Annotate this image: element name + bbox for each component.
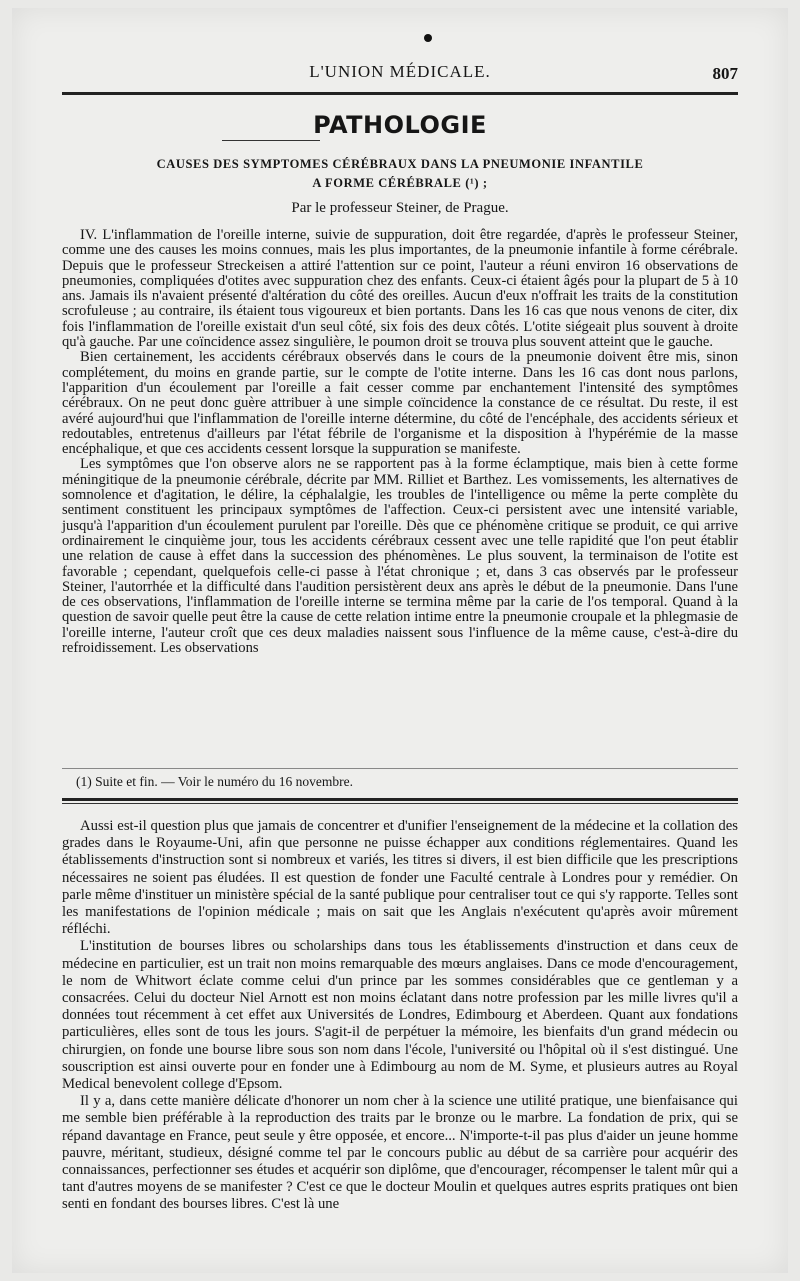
article-paragraph-3: Les symptômes que l'on observe alors ne se rapportent pas à la forme éclamptique, mais bien à cette forme méningitique de la pneumonie cérébrale, décrite par MM. Rilliet et Barthez. Les vomissements, les alternatives de somnolence et d'agitation, le délire, la céphalalgie, les troubles de l'intelligence ou même la perte complète du sentiment constituent les principaux symptômes de l'affection. Ceux-ci persistent avec une intensité variable, jusqu'à l'apparition d'un écoulement purulent par l'oreille. Dès que ce phénomène critique se produit, ce qui arrive ordinairement le cinquième jour, tous les accidents cérébraux cessent avec une telle rapidité que l'on peut établir une relation de cause à effet dans la succession des phénomènes. Le plus souvent, la terminaison de l'otite est favorable ; cependant, quelquefois celle-ci passe à l'état chronique ; et, dans 3 cas observés par le professeur Steiner, l'autorrhée et la difficulté dans l'audition persistèrent deux ans après le début de la pneumonie. Dans l'une de ces observations, l'inflammation de l'oreille interne se termina même par la carie de l'os temporal. Quand à la question de savoir quelle peut être la cause de cette relation intime entre la pneumonie croupale et la phlegmasie de l'oreille interne, l'auteur croît que ces deux maladies naissent sous l'influence de la même cause, c'est-à-dire du refroidissement. Les observations: [62, 456, 738, 657]
section-separator-thick: [62, 798, 738, 801]
article-paragraph-2: Bien certainement, les accidents cérébraux observés dans le cours de la pneumonie doivent être mis, sinon complétement, du moins en grande partie, sur le compte de l'otite interne. Dans les 16 cas dont nous parlons, l'apparition d'un écoulement par l'oreille a fait cesser comme par enchantement l'intensité des symptômes cérébraux. On ne peut donc guère attribuer à une simple coïncidence la constance de ce résultat. Du reste, il est avéré aujourd'hui que l'inflammation de l'oreille interne détermine, du côté de l'encéphale, des accidents sérieux et redoutables, entretenus d'ailleurs par l'état fébrile de l'organisme et la disposition à l'hypérémie de la masse encéphalique, et que ces accidents cessent lorsque la suppuration se manifeste.: [62, 349, 738, 458]
header-rule: [62, 92, 738, 95]
lower-paragraph-3: Il y a, dans cette manière délicate d'honorer un nom cher à la science une utilité pratique, une bienfaisance qui me semble bien préférable à la reproduction des traits par le bronze ou le marbre. La fondation de prix, qui se répand davantage en France, peut seule y être opposée, et encore... N'importe-t-il pas plus d'aider un jeune homme pauvre, méritant, studieux, désigné comme tel par le concours public au début de sa carrière pour acquérir des connaissances, perfectionner ses études et acquérir son diplôme, que d'encourager, récompenser le talent mûr qui a tant d'autres moyens de se manifester ? C'est ce que le docteur Moulin et quelques autres esprits pratiques ont bien senti en fondant des bourses libres. C'est là une: [62, 1093, 738, 1213]
article-body: [62, 228, 738, 656]
page-number: 807: [712, 64, 738, 83]
running-title: L'UNION MÉDICALE.: [309, 62, 491, 81]
title-rule-left: [222, 140, 320, 141]
article-paragraph-1: IV. L'inflammation de l'oreille interne, suivie de suppuration, doit être regardée, d'après le professeur Steiner, comme une des causes les moins connues, mais les plus importantes, de la pneumonie infantile à forme cérébrale. Depuis que le professeur Streckeisen a attiré l'attention sur ce point, l'auteur a réuni environ 16 observations de pneumonies, compliquées d'otites avec suppuration chez des enfants. Ceux-ci étaient âgés pour la plupart de 5 à 10 ans. Jamais ils n'avaient présenté d'altération du côté des oreilles. Aucun d'eux n'offrait les traits de la constitution scrofuleuse ; au contraire, ils étaient tous vigoureux et bien portants. Dans les 16 cas que nous venons de citer, dix fois l'inflammation de l'oreille existait d'un seul côté, six fois des deux côtés. L'otite siégeait plus souvent à droite qu'à gauche. Par une coïncidence assez singulière, le poumon droit se trouva plus souvent atteint que le gauche.: [62, 227, 738, 351]
footnote: (1) Suite et fin. — Voir le numéro du 16 novembre.: [76, 774, 353, 789]
section-separator-thin: [62, 803, 738, 804]
ink-dot: [424, 34, 432, 42]
footnote-rule: [62, 768, 738, 769]
lower-body: [62, 818, 738, 1214]
section-title: PATHOLOGIE: [313, 111, 487, 139]
article-title-line1: CAUSES DES SYMPTOMES CÉRÉBRAUX DANS LA PNEUMONIE INFANTILE: [156, 157, 644, 171]
running-header: [62, 62, 738, 90]
article-byline: Par le professeur Steiner, de Prague.: [291, 200, 509, 216]
lower-paragraph-1: Aussi est-il question plus que jamais de concentrer et d'unifier l'enseignement de la médecine et la collation des grades dans le Royaume-Uni, afin que personne ne puisse échapper aux conditions réglementaires. Quand les établissements d'instruction sont si nombreux et variés, les titres si divers, il est bien difficile que les prescriptions nécessaires ne soient pas éludées. Il est question de fonder une Faculté centrale à Londres pour y remédier. On parle même d'instituer un ministère spécial de la santé publique pour centraliser tout ce qui s'y rapporte. Telles sont les manifestations de l'opinion médicale ; mais on sait que les Anglais n'exécutent qu'après avoir mûrement réfléchi.: [62, 818, 738, 938]
article-title-line2: A FORME CÉRÉBRALE (¹) ;: [312, 176, 488, 190]
lower-paragraph-2: L'institution de bourses libres ou scholarships dans tous les établissements d'instruction et dans ceux de médecine en particulier, est un trait non moins remarquable des mœurs anglaises. Dans ce mode d'encouragement, le nom de Whitwort éclate comme celui d'un prince par les sommes considérables que ce gentleman y a consacrées. Celui du docteur Niel Arnott est non moins éclatant dans notre profession par les mille livres qu'il a données tout récemment à cet effet aux Universités de Londres, Edimbourg et Aberdeen. Quant aux fondations particulières, elles sont de tous les jours. S'agit-il de perpétuer la mémoire, les bienfaits d'un grand médecin ou chirurgien, on fonde une bourse libre sous son nom dans l'école, l'université ou l'hôpital où il s'est distingué. Une souscription est ainsi ouverte pour en fonder une à Edimbourg au nom de M. Syme, et plusieurs autres au Royal Medical benevolent college d'Epsom.: [62, 938, 738, 1093]
article-title: [62, 155, 738, 193]
